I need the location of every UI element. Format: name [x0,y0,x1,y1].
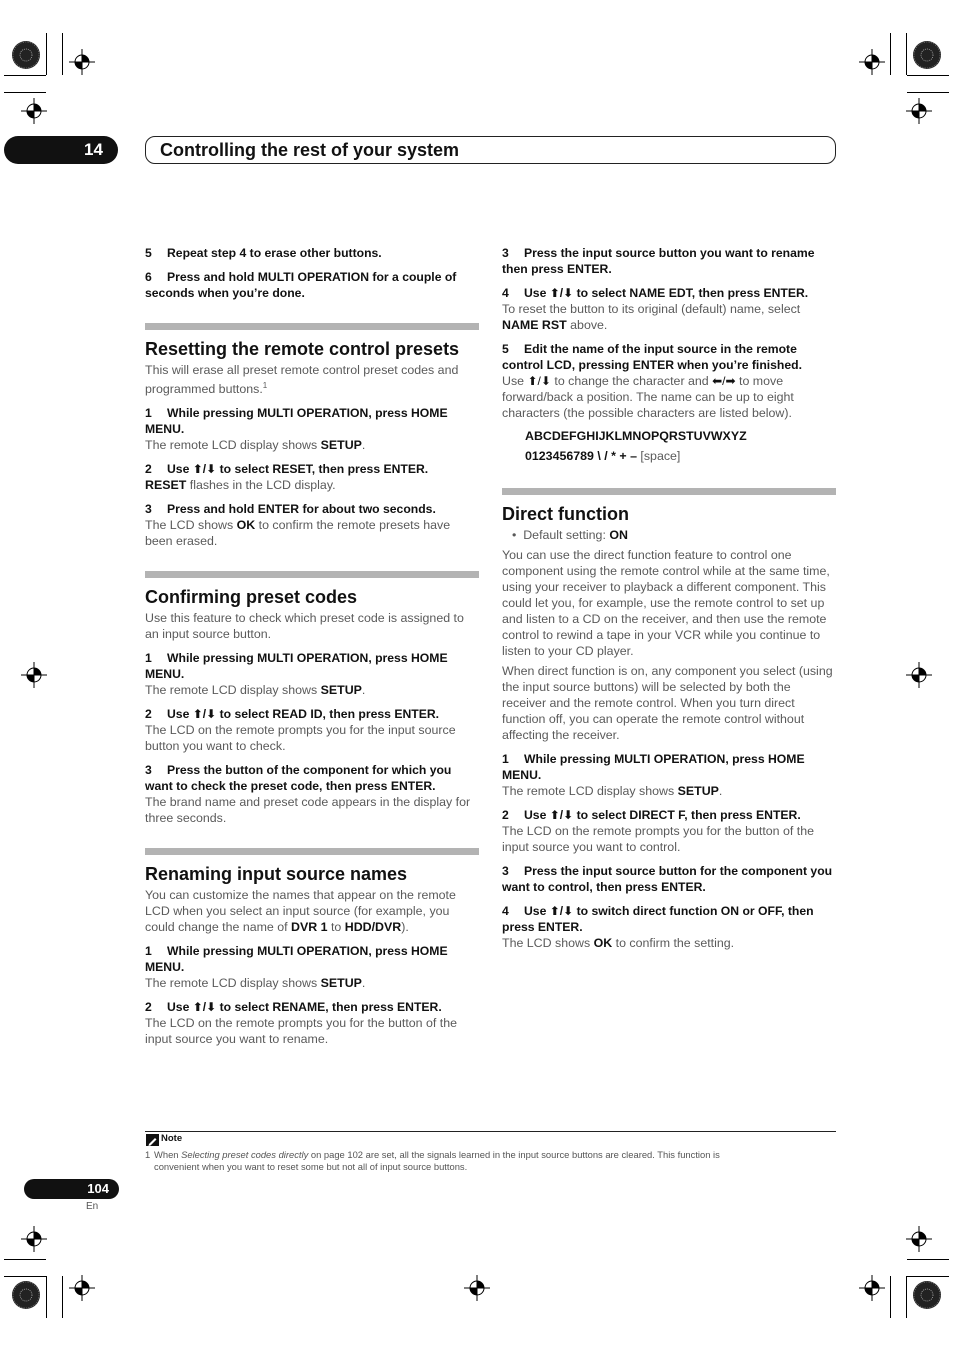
step-body: Use ⬆/⬇ to change the character and ⬅/➡ to move forward/back a position. The name can be up to eight characters (the possible characters are listed below). [502,374,794,420]
step: 4 Use ⬆/⬇ to select NAME EDT, then press ENTER. [502,286,809,300]
section-title: Confirming preset codes [145,587,358,608]
registration-crosshair-icon [464,1275,490,1301]
footnote-ref: 1 [262,381,268,390]
step-body: The LCD shows OK to confirm the remote presets have been erased. [145,518,451,549]
step: 2 Use ⬆/⬇ to select READ ID, then press ENTER. [145,707,440,722]
section-intro: This will erase all preset remote control preset codes and programmed buttons.$^1$ [145,363,459,397]
step-body: The LCD on the remote prompts you for the button of the input source you want to rename. [145,1016,458,1047]
step: 3 Press and hold ENTER for about two seconds. [145,502,436,517]
step-body: The remote LCD display shows SETUP. [145,438,366,453]
step-body: To reset the button to its original (default) name, select NAME RST above. [502,302,801,332]
language-code: En [86,1201,99,1212]
step: 4 Use ⬆/⬇ to switch direct function ON or OFF, then press ENTER. [502,904,814,934]
section-intro: Use this feature to check which preset code is assigned to an input source button. [145,611,464,642]
registration-crosshair-icon [69,1275,95,1301]
step: 5 Edit the name of the input source in the remote control LCD, pressing ENTER when you’re finished. [502,342,802,372]
registration-sunburst-icon [11,40,41,70]
page-number: 104 [87,1181,109,1196]
registration-crosshair-icon [906,1226,932,1252]
up-down-arrow-icon: ⬆/⬇ [549,286,574,300]
step: 2 Use ⬆/⬇ to select RENAME, then press ENTER. [145,1000,442,1015]
step-body: The LCD shows OK to confirm the setting. [502,936,735,950]
right-column [502,245,836,951]
step-body: The LCD on the remote prompts you for the button of the input source you want to control. [502,824,815,854]
note-label: Note [161,1133,183,1144]
section-intro: You can customize the names that appear on the remote LCD when you select an input source (for example, you could change the name of DVR 1 to HDD/DVR). [145,888,456,935]
up-down-arrow-icon: ⬆/⬇ [549,808,574,822]
step: 2 Use ⬆/⬇ to select RESET, then press ENTER. [145,462,429,477]
step: 3 Press the input source button for the component you want to control, then press ENTER. [502,864,833,894]
up-down-arrow-icon: ⬆/⬇ [527,374,551,388]
registration-crosshair-icon [21,1226,47,1252]
step: 1 While pressing MULTI OPERATION, press HOME MENU. [502,752,805,782]
section-divider [502,488,836,495]
registration-crosshair-icon [859,49,885,75]
up-down-arrow-icon: ⬆/⬇ [192,462,217,477]
step: 2 Use ⬆/⬇ to select DIRECT F, then press ENTER. [502,808,801,822]
note-divider [145,1131,836,1132]
footnote: 1 When Selecting preset codes directly on page 102 are set, all the signals learned in the input source buttons are cleared. This function is convenient when you want to reset some but not all of input source buttons. [145,1149,720,1172]
step: 3 Press the input source button you want to rename then press ENTER. [502,246,815,276]
registration-sunburst-icon [11,1280,41,1310]
step: 5 Repeat step 4 to erase other buttons. [145,246,382,260]
step-body: The remote LCD display shows SETUP. [145,976,366,991]
step-body: The remote LCD display shows SETUP. [145,683,366,698]
section-title: Renaming input source names [145,864,408,885]
character-list: 0123456789 \ / * + – [space] [525,449,681,463]
registration-crosshair-icon [906,662,932,688]
section-title: Direct function [502,504,630,524]
character-list: ABCDEFGHIJKLMNOPQRSTUVWXYZ [525,429,747,443]
step-body: The remote LCD display shows SETUP. [502,784,723,798]
step-body: The LCD on the remote prompts you for the input source button you want to check. [145,723,456,754]
registration-crosshair-icon [859,1275,885,1301]
registration-sunburst-icon [912,40,942,70]
step-body: The brand name and preset code appears in the display for three seconds. [145,795,471,826]
registration-crosshair-icon [69,49,95,75]
registration-crosshair-icon [21,98,47,124]
chapter-number: 14 [84,140,103,159]
paragraph: You can use the direct function feature to control one component using the remote control while at the same time, using your receiver to playback a different component. This could let you, for example, use the remote control to set up and listen to a CD on the receiver, and then use the remote control to rewind a tape in your VCR while you continue to listen to your CD player. [502,548,830,658]
registration-crosshair-icon [21,662,47,688]
section-divider [145,848,479,855]
chapter-title: Controlling the rest of your system [145,136,836,164]
step: 1 While pressing MULTI OPERATION, press HOME MENU. [145,944,448,975]
up-down-arrow-icon: ⬆/⬇ [192,1000,217,1015]
step: 1 While pressing MULTI OPERATION, press HOME MENU. [145,651,448,682]
step: 1 While pressing MULTI OPERATION, press HOME MENU. [145,406,448,437]
up-down-arrow-icon: ⬆/⬇ [549,904,574,918]
pencil-note-icon [146,1134,159,1146]
section-title: Resetting the remote control presets [145,339,460,359]
step-body: RESET flashes in the LCD display. [145,478,336,493]
left-column [145,245,479,1047]
section-divider [145,323,479,330]
registration-sunburst-icon [912,1280,942,1310]
paragraph: When direct function is on, any component you select (using the input source buttons) will be selected by both the receiver and the remote control. When you turn direct function off, you can operate the remote control without affecting the receiver. [502,664,833,742]
chapter-number-tab [4,136,118,164]
registration-crosshair-icon [906,98,932,124]
page-number-tab [24,1179,119,1199]
default-setting: • Default setting: ON [512,528,628,542]
section-divider [145,571,479,578]
step: 3 Press the button of the component for which you want to check the preset code, then press ENTER. [145,763,452,794]
up-down-arrow-icon: ⬆/⬇ [192,707,217,722]
step: 6 Press and hold MULTI OPERATION for a couple of seconds when you’re done. [145,270,457,300]
left-right-arrow-icon: ⬅/➡ [712,374,736,388]
